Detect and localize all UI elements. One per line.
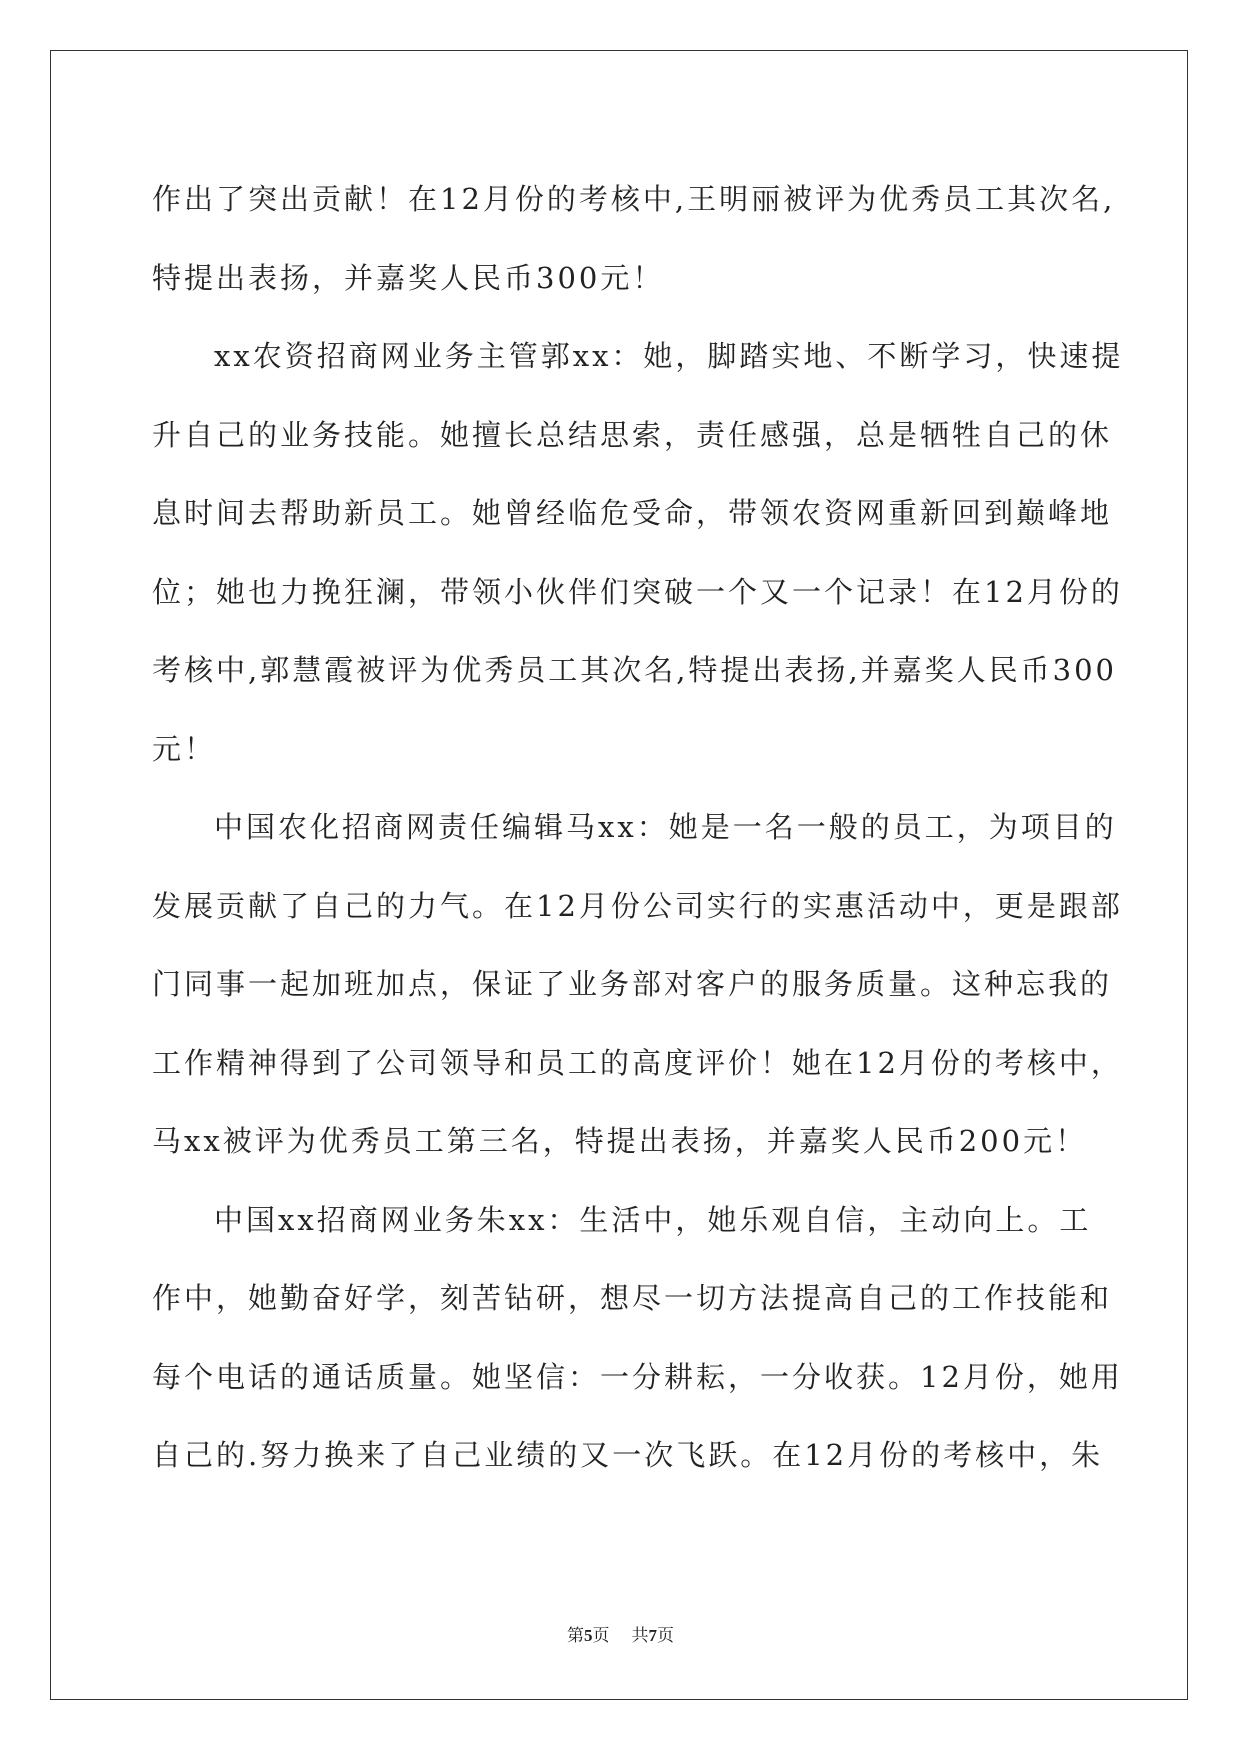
text-line-10: 发展贡献了自己的力气。在12月份公司实行的实惠活动中，更是跟部	[152, 888, 1123, 923]
text-line-13: 马xx被评为优秀员工第三名，特提出表扬，并嘉奖人民币200元！	[152, 1124, 1088, 1158]
text-line-8: 元！	[152, 731, 217, 766]
text-line-15: 作中，她勤奋好学，刻苦钻研，想尽一切方法提高自己的工作技能和	[152, 1281, 1113, 1315]
text-line-3: xx农资招商网业务主管郭xx：她，脚踏实地、不断学习，快速提	[214, 339, 1124, 373]
document-body	[152, 160, 1124, 1495]
text-line-14: 中国xx招商网业务朱xx：生活中，她乐观自信，主动向上。工	[214, 1202, 1092, 1237]
text-line-2: 特提出表扬，并嘉奖人民币300元！	[152, 260, 665, 295]
text-line-11: 门同事一起加班加点，保证了业务部对客户的服务质量。这种忘我的	[152, 967, 1113, 1001]
text-line-4: 升自己的业务技能。她擅长总结思索，责任感强，总是牺牲自己的休	[152, 417, 1113, 452]
text-line-12: 工作精神得到了公司领导和员工的高度评价！她在12月份的考核中，	[152, 1045, 1123, 1080]
text-line-6: 位；她也力挽狂澜，带领小伙伴们突破一个又一个记录！在12月份的	[152, 574, 1123, 609]
text-line-7: 考核中,郭慧霞被评为优秀员工其次名,特提出表扬,并嘉奖人民币300	[152, 653, 1118, 687]
page-suffix: 页	[592, 1626, 610, 1646]
total-pages: 7	[648, 1626, 657, 1645]
text-line-1: 作出了突出贡献！在12月份的考核中,王明丽被评为优秀员工其次名,	[152, 182, 1116, 216]
text-line-16: 每个电话的通话质量。她坚信：一分耕耘，一分收获。12月份，她用	[152, 1359, 1123, 1394]
page-prefix: 第	[567, 1626, 584, 1646]
total-suffix: 页	[657, 1626, 674, 1646]
text-line-17: 自己的.努力换来了自己业绩的又一次飞跃。在12月份的考核中，朱	[152, 1438, 1104, 1472]
total-prefix: 共	[631, 1626, 649, 1646]
text-line-5: 息时间去帮助新员工。她曾经临危受命，带领农资网重新回到巅峰地	[152, 496, 1113, 530]
page-footer	[0, 1624, 1241, 1648]
text-line-9: 中国农化招商网责任编辑马xx：她是一名一般的员工，为项目的	[214, 810, 1117, 844]
page-number: 5	[584, 1626, 593, 1645]
